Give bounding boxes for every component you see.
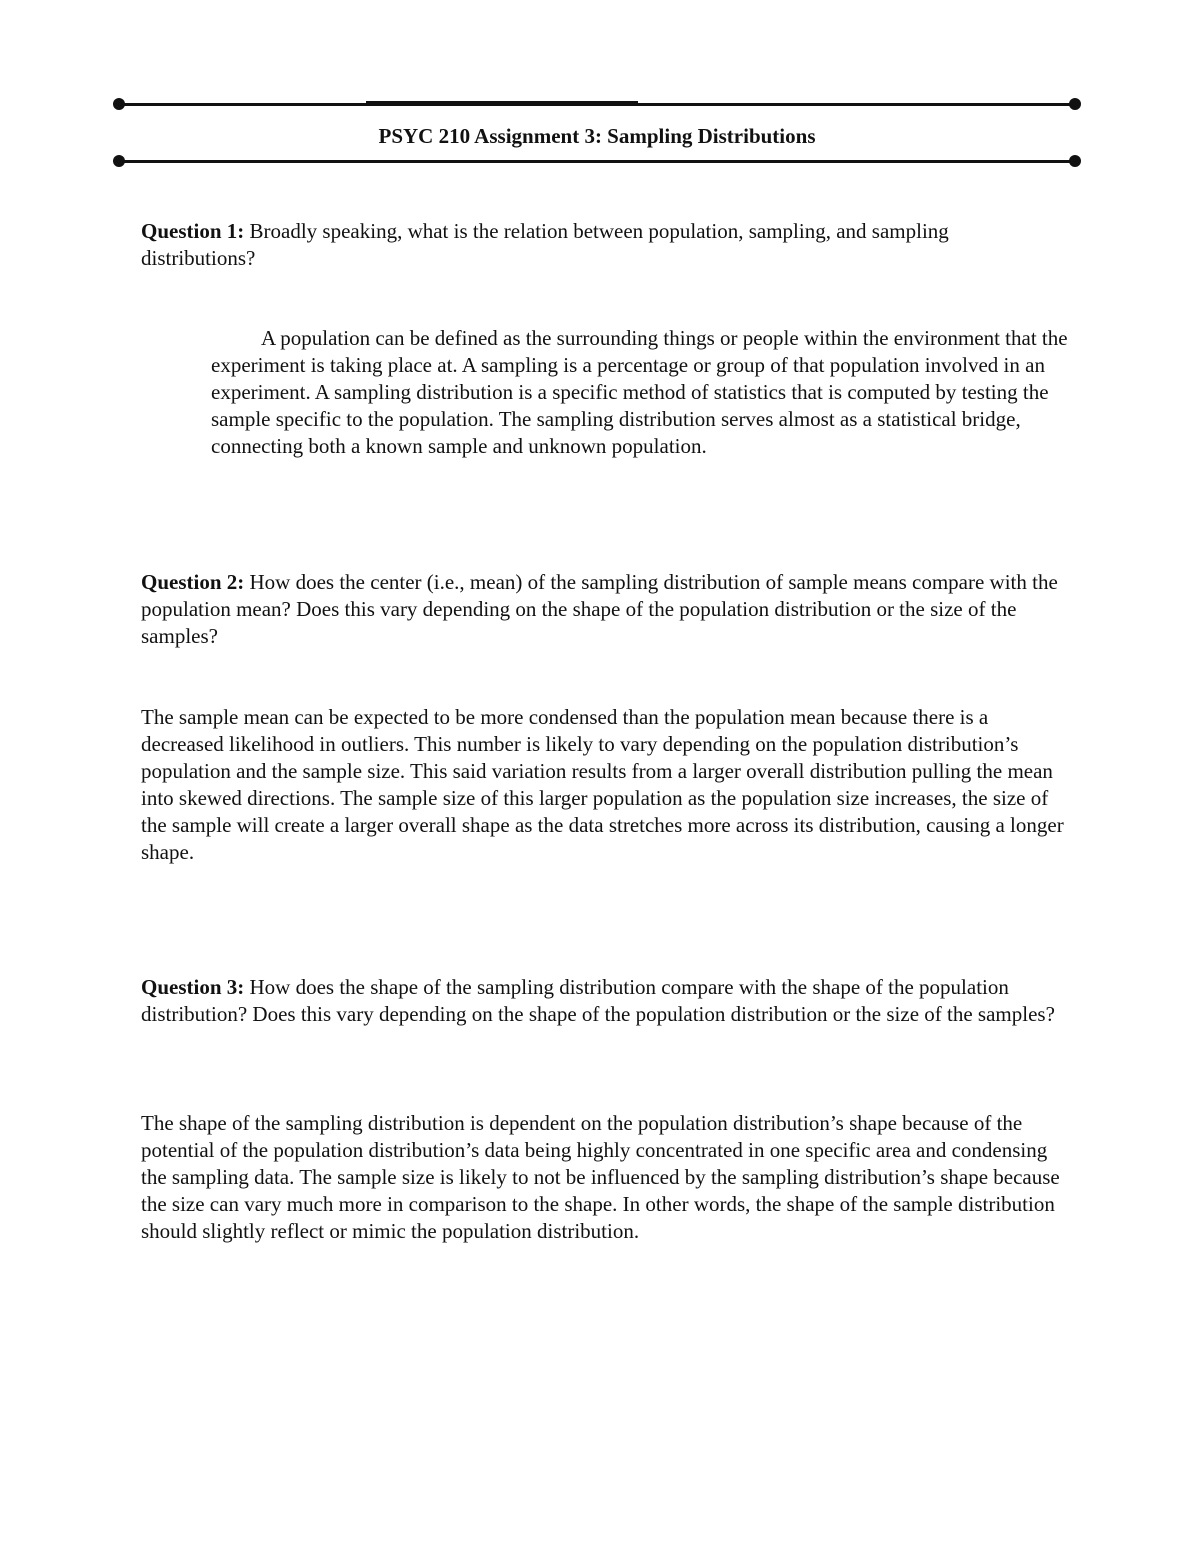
document-title: PSYC 210 Assignment 3: Sampling Distributions <box>378 124 816 148</box>
rule-endpoint-dot <box>1069 98 1081 110</box>
question-3 <box>141 974 1061 1028</box>
question-1-text: Broadly speaking, what is the relation between population, sampling, and sampling distributions? <box>141 219 949 270</box>
rule-endpoint-dot <box>113 98 125 110</box>
answer-2: The sample mean can be expected to be more condensed than the population mean because there is a decreased likelihood in outliers. This number is likely to vary depending on the population distribution’s population and the sample size. This said variation results from a larger overall distribution pulling the mean into skewed directions. The sample size of this larger population as the population size increases, the size of the sample will create a larger overall shape as the data stretches more across its distribution, causing a longer shape. <box>141 705 1064 864</box>
question-3-label: Question 3: <box>141 975 245 999</box>
question-3-text: How does the shape of the sampling distribution compare with the shape of the population distribution? Does this vary depending on the shape of the population distribution or the size of the samples? <box>141 975 1055 1026</box>
question-2 <box>141 569 1061 650</box>
answer-3: The shape of the sampling distribution is dependent on the population distribution’s shape because of the potential of the population distribution’s data being highly concentrated in one specific area and condensing the sampling data. The sample size is likely to not be influenced by the sampling distribution’s shape because the size can vary much more in comparison to the shape. In other words, the shape of the sample distribution should slightly reflect or mimic the population distribution. <box>141 1111 1060 1243</box>
title-rule-accent <box>366 101 638 105</box>
title-rule-bottom <box>118 160 1076 163</box>
answer-1: A population can be defined as the surrounding things or people within the environment that the experiment is taking place at. A sampling is a percentage or group of that population involved in an experiment. A sampling distribution is a specific method of statistics that is computed by testing the sample specific to the population. The sampling distribution serves almost as a statistical bridge, connecting both a known sample and unknown population. <box>211 326 1068 458</box>
rule-endpoint-dot <box>113 155 125 167</box>
question-2-label: Question 2: <box>141 570 245 594</box>
question-1 <box>141 218 1061 272</box>
question-1-label: Question 1: <box>141 219 245 243</box>
rule-endpoint-dot <box>1069 155 1081 167</box>
question-2-text: How does the center (i.e., mean) of the sampling distribution of sample means compare with the population mean? Does this vary depending on the shape of the population distribution or the size of the samples? <box>141 570 1058 648</box>
